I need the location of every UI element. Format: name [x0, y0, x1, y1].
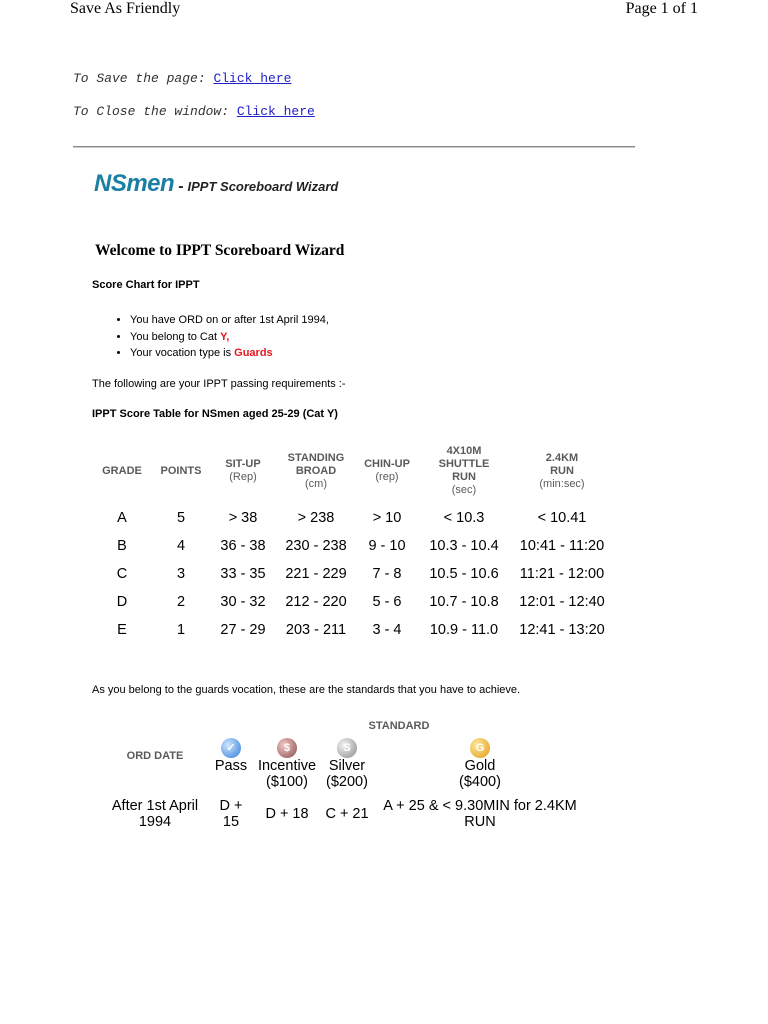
- close-window-link[interactable]: Click here: [236, 104, 315, 119]
- table-cell: 230 - 238: [285, 538, 347, 554]
- save-page-label: To Save the page:: [73, 71, 214, 86]
- table-row: [92, 616, 614, 644]
- col-header: STANDING BROAD (cm): [287, 451, 345, 490]
- table-cell: 5 - 6: [372, 594, 402, 610]
- table-cell: 1: [176, 622, 186, 638]
- table-cell: 36 - 38: [220, 538, 266, 554]
- standard-data-row: [100, 790, 588, 830]
- gold-label: Gold: [464, 758, 496, 774]
- vocation-note: As you belong to the guards vocation, these are the standards that you have to achieve.: [92, 684, 521, 696]
- table-cell: 27 - 29: [220, 622, 266, 638]
- table-cell: C: [116, 566, 128, 582]
- incentive-amount: ($100): [266, 774, 308, 790]
- score-table: [92, 438, 614, 644]
- table-cell: 221 - 229: [285, 566, 347, 582]
- incentive-value: D + 18: [265, 806, 309, 822]
- divider: [73, 146, 635, 148]
- gold-amount: ($400): [459, 774, 501, 790]
- score-chart-title: Score Chart for IPPT: [92, 279, 200, 291]
- pass-label: Pass: [214, 758, 248, 774]
- silver-value: C + 21: [325, 806, 369, 822]
- score-table-title: IPPT Score Table for NSmen aged 25-29 (Cat Y): [92, 408, 338, 420]
- table-cell: 12:01 - 12:40: [519, 594, 605, 610]
- list-item: • You belong to Cat Y,: [130, 329, 329, 346]
- save-page-link[interactable]: Click here: [213, 71, 292, 86]
- table-cell: B: [117, 538, 127, 554]
- welcome-heading: Welcome to IPPT Scoreboard Wizard: [95, 242, 345, 259]
- table-cell: 3: [176, 566, 186, 582]
- table-cell: 10:41 - 11:20: [519, 538, 605, 554]
- dollar-medal-icon: $: [277, 738, 297, 758]
- table-cell: 10.3 - 10.4: [429, 538, 499, 554]
- standard-group-row: [100, 716, 588, 736]
- table-cell: 7 - 8: [372, 566, 402, 582]
- ord-date-value: After 1st April 1994: [111, 798, 199, 830]
- table-cell: > 38: [228, 510, 258, 526]
- col-header: 2.4KM RUN (min:sec): [539, 451, 585, 490]
- logo-dash: -: [178, 178, 184, 195]
- list-item: • Your vocation type is Guards: [130, 345, 329, 362]
- header-title: Save As Friendly: [70, 0, 181, 17]
- table-cell: 11:21 - 12:00: [519, 566, 605, 582]
- table-cell: > 238: [297, 510, 335, 526]
- ord-date-label: ORD DATE: [126, 750, 184, 762]
- table-cell: 203 - 211: [285, 622, 347, 638]
- table-row: [92, 560, 614, 588]
- col-header: SIT-UP (Rep): [225, 458, 261, 483]
- close-window-label: To Close the window:: [73, 104, 237, 119]
- table-cell: A: [117, 510, 127, 526]
- gold-medal-icon: G: [470, 738, 490, 758]
- page-indicator: Page 1 of 1: [625, 0, 698, 17]
- incentive-label: Incentive: [257, 758, 317, 774]
- check-medal-icon: ✓: [221, 738, 241, 758]
- table-cell: 4: [176, 538, 186, 554]
- table-cell: > 10: [372, 510, 402, 526]
- table-cell: 3 - 4: [372, 622, 402, 638]
- gold-value: A + 25 & < 9.30MIN for 2.4KM RUN: [383, 798, 577, 830]
- silver-amount: ($200): [326, 774, 368, 790]
- table-cell: 10.5 - 10.6: [429, 566, 499, 582]
- standard-label: STANDARD: [368, 720, 430, 732]
- requirements-list: [92, 312, 329, 362]
- category-value: Y: [220, 330, 227, 343]
- table-cell: 30 - 32: [220, 594, 266, 610]
- logo-subtitle: IPPT Scoreboard Wizard: [187, 179, 339, 194]
- table-cell: 33 - 35: [220, 566, 266, 582]
- col-header: GRADE: [102, 464, 142, 477]
- vocation-value: Guards: [234, 347, 273, 359]
- col-header: 4X10M SHUTTLE RUN (sec): [438, 445, 490, 496]
- table-cell: 9 - 10: [368, 538, 406, 554]
- logo-brand: NSmen: [94, 170, 175, 197]
- nsmen-logo: [94, 170, 338, 198]
- score-table-header: [92, 438, 614, 504]
- table-cell: 12:41 - 13:20: [519, 622, 605, 638]
- standard-medal-row: [100, 736, 588, 790]
- table-cell: 2: [176, 594, 186, 610]
- table-cell: E: [117, 622, 127, 638]
- table-cell: < 10.41: [537, 510, 587, 526]
- table-row: [92, 532, 614, 560]
- save-page-line: [73, 71, 291, 86]
- list-item: • You have ORD on or after 1st April 1994,: [130, 312, 329, 329]
- table-cell: 10.7 - 10.8: [429, 594, 499, 610]
- col-header: POINTS: [160, 464, 202, 477]
- table-cell: 10.9 - 11.0: [429, 622, 499, 638]
- table-cell: < 10.3: [443, 510, 485, 526]
- standard-table: [100, 716, 588, 830]
- close-window-line: [73, 104, 315, 119]
- table-cell: 212 - 220: [285, 594, 347, 610]
- table-row: [92, 588, 614, 616]
- silver-medal-icon: S: [337, 738, 357, 758]
- passing-intro: The following are your IPPT passing requirements :-: [92, 378, 346, 390]
- pass-value: D + 15: [219, 798, 243, 830]
- col-header: CHIN-UP (rep): [364, 458, 410, 483]
- silver-label: Silver: [328, 758, 366, 774]
- table-cell: D: [116, 594, 128, 610]
- table-row: [92, 504, 614, 532]
- table-cell: 5: [176, 510, 186, 526]
